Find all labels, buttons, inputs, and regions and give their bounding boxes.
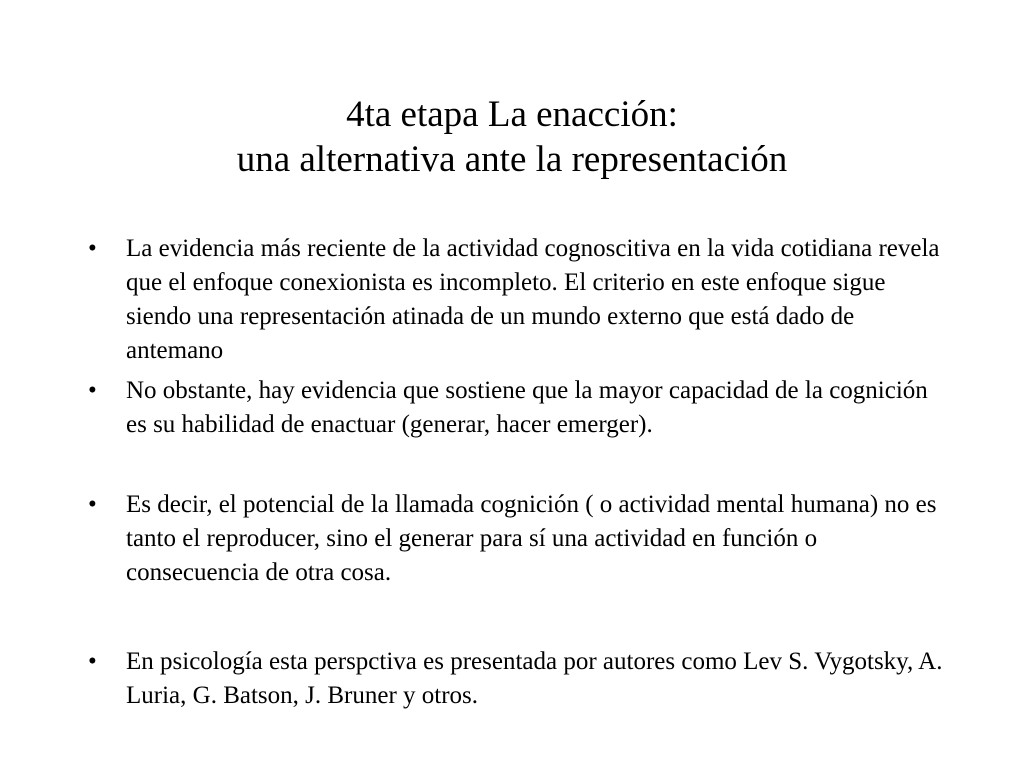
slide-title-line-2: una alternativa ante la representación xyxy=(236,139,788,180)
bullet-text: No obstante, hay evidencia que sostiene que la mayor capacidad de la cognición es su habilidad de enactuar (generar, hacer emerger). xyxy=(126,377,928,438)
slide-title-line-1: 4ta etapa La enacción: xyxy=(346,94,678,135)
bullet-text: Es decir, el potencial de la llamada cognición ( o actividad mental humana) no es tanto el reproducer, sino el generar para sí una actividad en función o consecuencia de otra cosa. xyxy=(126,491,937,586)
bullet-text: La evidencia más reciente de la actividad cognoscitiva en la vida cotidiana revela que el enfoque conexionista es incompleto. El criterio en este enfoque sigue siendo una representación atinada de un mundo externo que está dado de antemano xyxy=(126,235,940,364)
bullet-marker: • xyxy=(88,377,97,404)
bullet-marker: • xyxy=(88,235,97,262)
bullet-marker: • xyxy=(88,648,97,675)
bullet-marker: • xyxy=(88,491,97,518)
bullet-text: En psicología esta perspctiva es presentada por autores como Lev S. Vygotsky, A. Luria, G. Batson, J. Bruner y otros. xyxy=(126,648,943,709)
